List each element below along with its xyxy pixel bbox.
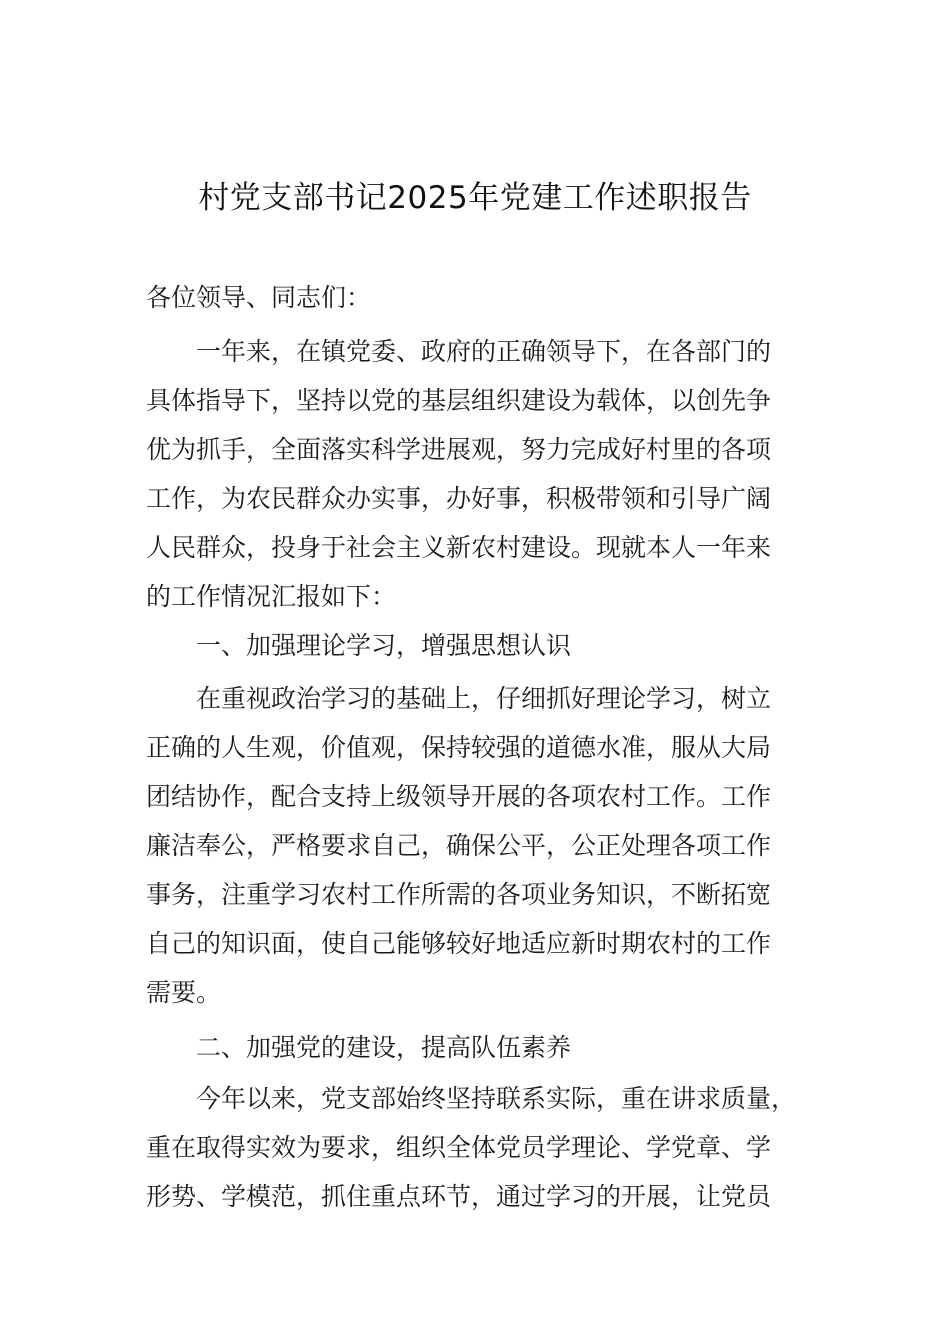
section-heading: 二、加强党的建设，提高队伍素养 bbox=[196, 1033, 572, 1062]
paragraph-line: 需要。 bbox=[146, 978, 222, 1007]
paragraph-line: 优为抓手，全面落实科学进展观，努力完成好村里的各项 bbox=[146, 435, 772, 464]
document-body bbox=[146, 273, 806, 322]
paragraph-line: 正确的人生观，价值观，保持较强的道德水准，服从大局 bbox=[146, 733, 772, 762]
paragraph-line: 廉洁奉公，严格要求自己，确保公平，公正处理各项工作 bbox=[146, 831, 772, 860]
paragraph-intro bbox=[146, 327, 806, 621]
paragraph-line: 具体指导下，坚持以党的基层组织建设为载体，以创先争 bbox=[146, 386, 772, 415]
paragraph-line: 在重视政治学习的基础上，仔细抓好理论学习，树立 bbox=[196, 684, 772, 713]
paragraph-line: 人民群众，投身于社会主义新农村建设。现就本人一年来 bbox=[146, 533, 772, 562]
paragraph-line: 今年以来，党支部始终坚持联系实际，重在讲求质量， bbox=[196, 1084, 797, 1113]
paragraph-line: 团结协作，配合支持上级领导开展的各项农村工作。工作 bbox=[146, 782, 772, 811]
paragraph-line: 事务，注重学习农村工作所需的各项业务知识，不断拓宽 bbox=[146, 880, 772, 909]
section-heading: 一、加强理论学习，增强思想认识 bbox=[196, 631, 572, 660]
paragraph-line: 工作，为农民群众办实事，办好事，积极带领和引导广阔 bbox=[146, 484, 772, 513]
paragraph-line: 一年来，在镇党委、政府的正确领导下，在各部门的 bbox=[196, 337, 772, 366]
paragraph-line: 的工作情况汇报如下： bbox=[146, 582, 397, 611]
document-title: 村党支部书记2025年党建工作述职报告 bbox=[198, 180, 752, 216]
paragraph-line: 形势、学模范，抓住重点环节，通过学习的开展，让党员 bbox=[146, 1182, 772, 1211]
paragraph-line: 重在取得实效为要求，组织全体党员学理论、学党章、学 bbox=[146, 1133, 772, 1162]
salutation: 各位领导、同志们： bbox=[146, 283, 372, 312]
paragraph-section-1 bbox=[146, 674, 806, 1017]
paragraph-section-2 bbox=[146, 1074, 806, 1221]
section-heading-1 bbox=[146, 621, 806, 670]
paragraph-line: 自己的知识面，使自己能够较好地适应新时期农村的工作 bbox=[146, 929, 772, 958]
section-heading-2 bbox=[146, 1023, 806, 1072]
